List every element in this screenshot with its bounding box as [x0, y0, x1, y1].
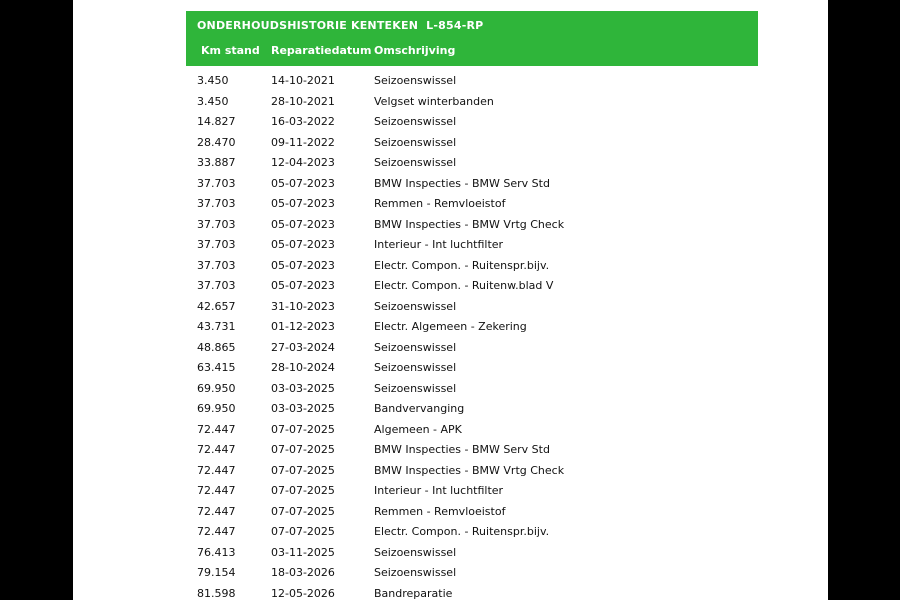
km-cell: 48.865 — [197, 340, 236, 354]
description-cell: Interieur - Int luchtfilter — [374, 238, 504, 251]
date-cell: 05-07-2023 — [271, 197, 335, 210]
date-cell: 28-10-2021 — [271, 94, 335, 108]
km-cell: 3.450 — [197, 94, 229, 108]
date-cell: 12-04-2023 — [271, 156, 335, 169]
page — [73, 0, 828, 600]
km-cell: 76.413 — [197, 545, 236, 559]
date-cell: 03-11-2025 — [271, 545, 335, 559]
description-cell: Bandreparatie — [374, 586, 453, 600]
date-cell: 03-03-2025 — [271, 402, 335, 415]
table-row — [186, 132, 758, 153]
date-cell: 07-07-2025 — [271, 422, 335, 436]
date-cell: 07-07-2025 — [271, 484, 335, 497]
description-cell: Velgset winterbanden — [374, 94, 494, 108]
km-cell: 14.827 — [197, 115, 236, 128]
km-cell: 37.703 — [197, 217, 236, 231]
date-cell: 07-07-2025 — [271, 504, 335, 518]
column-header-km: Km stand — [201, 44, 260, 57]
table-row — [186, 521, 758, 542]
table-row — [186, 152, 758, 173]
table-row — [186, 214, 758, 235]
km-cell: 63.415 — [197, 361, 236, 374]
description-cell: BMW Inspecties - BMW Vrtg Check — [374, 217, 565, 231]
description-cell: Remmen - Remvloeistof — [374, 197, 506, 210]
km-cell: 72.447 — [197, 422, 236, 436]
table-row — [186, 398, 758, 419]
description-cell: BMW Inspecties - BMW Vrtg Check — [374, 463, 565, 477]
date-cell: 27-03-2024 — [271, 340, 335, 354]
description-cell: Electr. Compon. - Ruitenw.blad V — [374, 279, 554, 292]
table-row — [186, 419, 758, 440]
table-row — [186, 562, 758, 583]
table-row — [186, 583, 758, 600]
km-cell: 37.703 — [197, 197, 236, 210]
table-row — [186, 296, 758, 317]
maintenance-history-table — [186, 11, 758, 600]
description-cell: BMW Inspecties - BMW Serv Std — [374, 443, 550, 456]
km-cell: 37.703 — [197, 176, 236, 190]
date-cell: 01-12-2023 — [271, 320, 335, 333]
date-cell: 07-07-2025 — [271, 463, 335, 477]
km-cell: 69.950 — [197, 402, 236, 415]
table-row — [186, 480, 758, 501]
date-cell: 16-03-2022 — [271, 115, 335, 128]
km-cell: 69.950 — [197, 381, 236, 395]
date-cell: 31-10-2023 — [271, 299, 335, 313]
table-row — [186, 337, 758, 358]
km-cell: 81.598 — [197, 586, 236, 600]
description-cell: Algemeen - APK — [374, 422, 462, 436]
table-row — [186, 501, 758, 522]
description-cell: BMW Inspecties - BMW Serv Std — [374, 176, 550, 190]
description-cell: Seizoenswissel — [374, 135, 457, 149]
date-cell: 07-07-2025 — [271, 443, 335, 456]
date-cell: 09-11-2022 — [271, 135, 335, 149]
table-title: ONDERHOUDSHISTORIE KENTEKEN L-854-RP — [197, 19, 484, 32]
date-cell: 05-07-2023 — [271, 258, 335, 272]
description-cell: Interieur - Int luchtfilter — [374, 484, 504, 497]
table-row — [186, 70, 758, 91]
description-cell: Electr. Algemeen - Zekering — [374, 320, 527, 333]
km-cell: 28.470 — [197, 135, 236, 149]
table-row — [186, 460, 758, 481]
table-row — [186, 173, 758, 194]
table-row — [186, 193, 758, 214]
date-cell: 05-07-2023 — [271, 217, 335, 231]
description-cell: Seizoenswissel — [374, 156, 457, 169]
km-cell: 72.447 — [197, 463, 236, 477]
table-header — [186, 11, 758, 66]
description-cell: Bandvervanging — [374, 402, 465, 415]
date-cell: 05-07-2023 — [271, 176, 335, 190]
km-cell: 72.447 — [197, 484, 236, 497]
km-cell: 37.703 — [197, 238, 236, 251]
description-cell: Seizoenswissel — [374, 299, 457, 313]
km-cell: 72.447 — [197, 443, 236, 456]
km-cell: 3.450 — [197, 74, 229, 87]
date-cell: 14-10-2021 — [271, 74, 335, 87]
description-cell: Electr. Compon. - Ruitenspr.bijv. — [374, 258, 550, 272]
date-cell: 12-05-2026 — [271, 586, 335, 600]
km-cell: 37.703 — [197, 258, 236, 272]
table-row — [186, 357, 758, 378]
date-cell: 05-07-2023 — [271, 279, 335, 292]
km-cell: 79.154 — [197, 566, 236, 579]
table-row — [186, 111, 758, 132]
table-row — [186, 439, 758, 460]
column-header-description: Omschrijving — [374, 44, 456, 57]
date-cell: 03-03-2025 — [271, 381, 335, 395]
description-cell: Seizoenswissel — [374, 115, 457, 128]
description-cell: Seizoenswissel — [374, 74, 457, 87]
table-body — [186, 66, 758, 600]
date-cell: 18-03-2026 — [271, 566, 335, 579]
description-cell: Seizoenswissel — [374, 340, 457, 354]
km-cell: 42.657 — [197, 299, 236, 313]
table-row — [186, 275, 758, 296]
table-row — [186, 316, 758, 337]
table-row — [186, 91, 758, 112]
km-cell: 33.887 — [197, 156, 236, 169]
table-row — [186, 255, 758, 276]
description-cell: Seizoenswissel — [374, 545, 457, 559]
description-cell: Seizoenswissel — [374, 361, 457, 374]
date-cell: 28-10-2024 — [271, 361, 335, 374]
description-cell: Seizoenswissel — [374, 381, 457, 395]
description-cell: Seizoenswissel — [374, 566, 457, 579]
km-cell: 72.447 — [197, 504, 236, 518]
table-row — [186, 378, 758, 399]
description-cell: Electr. Compon. - Ruitenspr.bijv. — [374, 525, 550, 538]
km-cell: 37.703 — [197, 279, 236, 292]
km-cell: 43.731 — [197, 320, 236, 333]
table-row — [186, 234, 758, 255]
description-cell: Remmen - Remvloeistof — [374, 504, 506, 518]
date-cell: 07-07-2025 — [271, 525, 335, 538]
table-row — [186, 542, 758, 563]
date-cell: 05-07-2023 — [271, 238, 335, 251]
km-cell: 72.447 — [197, 525, 236, 538]
column-header-date: Reparatiedatum — [271, 44, 372, 57]
